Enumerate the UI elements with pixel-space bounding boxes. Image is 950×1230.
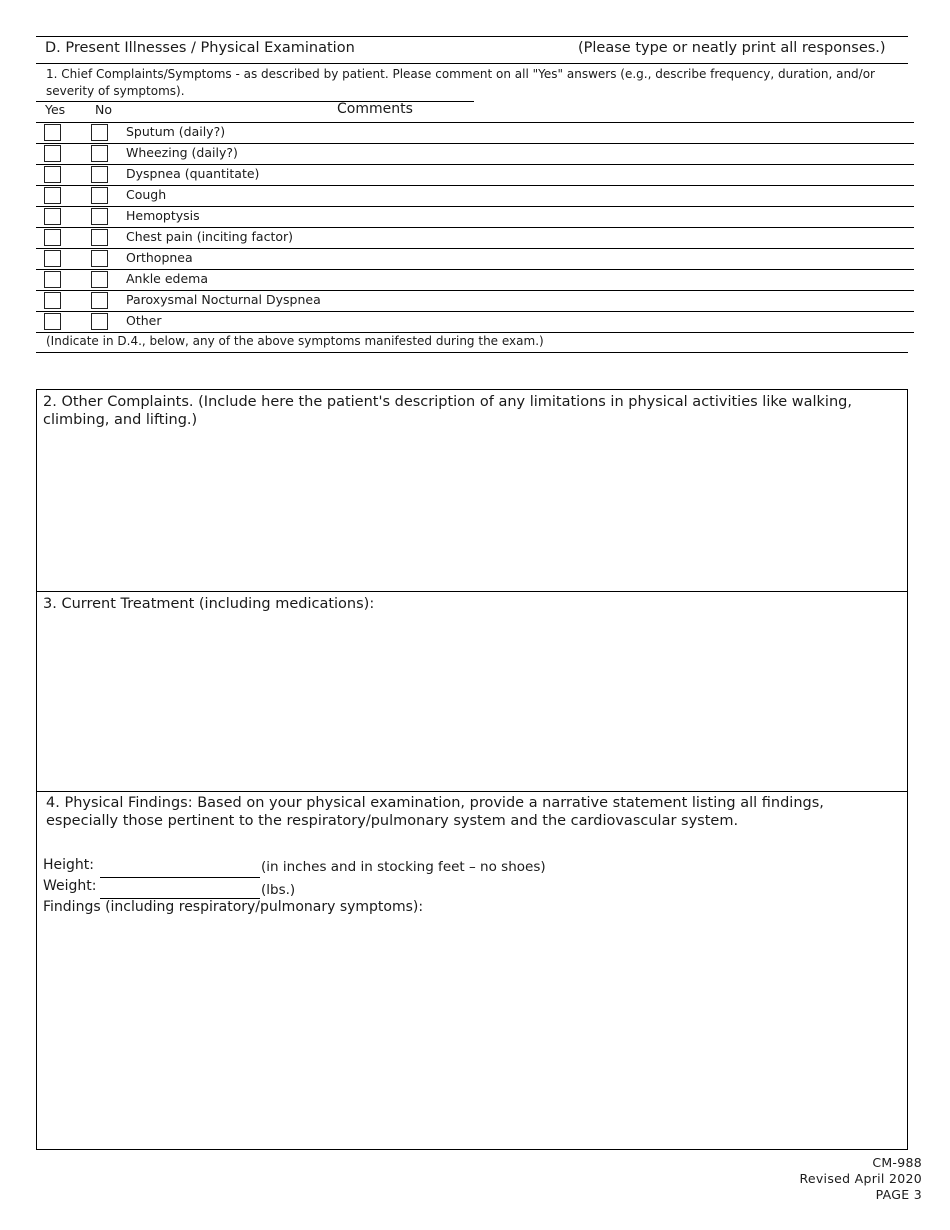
height-field[interactable]: [100, 859, 260, 878]
current-treatment-box[interactable]: [36, 591, 908, 792]
row-rule: [36, 248, 914, 249]
no-checkbox[interactable]: [91, 166, 108, 183]
height-hint: (in inches and in stocking feet – no shoes): [261, 859, 546, 875]
current-treatment-label: 3. Current Treatment (including medications):: [43, 596, 375, 612]
row-rule: [36, 206, 914, 207]
instructions-note: (Please type or neatly print all responses.): [578, 40, 886, 56]
yes-checkbox[interactable]: [44, 271, 61, 288]
row-rule: [36, 143, 914, 144]
yes-checkbox[interactable]: [44, 313, 61, 330]
yes-checkbox[interactable]: [44, 145, 61, 162]
symptom-label: Sputum (daily?): [126, 124, 226, 139]
no-checkbox[interactable]: [91, 145, 108, 162]
column-header-rule: [36, 101, 474, 102]
yes-checkbox[interactable]: [44, 124, 61, 141]
symptom-label: Paroxysmal Nocturnal Dyspnea: [126, 292, 321, 307]
col-no-header: No: [95, 102, 112, 117]
col-yes-header: Yes: [45, 102, 66, 117]
symptom-label: Other: [126, 313, 162, 328]
other-complaints-box[interactable]: [36, 389, 908, 592]
yes-checkbox[interactable]: [44, 187, 61, 204]
row-rule: [36, 269, 914, 270]
no-checkbox[interactable]: [91, 313, 108, 330]
symptom-label: Chest pain (inciting factor): [126, 229, 294, 244]
chief-complaints-intro: 1. Chief Complaints/Symptoms - as described by patient. Please comment on all "Yes" answers (e.g., describe frequency, duration, and/or severity of symptoms).: [46, 67, 875, 98]
weight-field[interactable]: [100, 880, 260, 899]
findings-label: Findings (including respiratory/pulmonary symptoms):: [43, 899, 424, 915]
row-rule: [36, 164, 914, 165]
height-label: Height:: [43, 857, 94, 873]
row-rule: [36, 122, 914, 123]
yes-checkbox[interactable]: [44, 166, 61, 183]
row-rule: [36, 311, 914, 312]
symptom-label: Orthopnea: [126, 250, 193, 265]
other-complaints-label: 2. Other Complaints. (Include here the patient's description of any limitations in physical activities like walking, climbing, and lifting.): [43, 394, 852, 428]
symptom-label: Wheezing (daily?): [126, 145, 238, 160]
yes-checkbox[interactable]: [44, 292, 61, 309]
section-title: D. Present Illnesses / Physical Examination: [45, 40, 355, 56]
row-rule: [36, 227, 914, 228]
row-rule: [36, 290, 914, 291]
physical-findings-label: 4. Physical Findings: Based on your physical examination, provide a narrative statement listing all findings, especially those pertinent to the respiratory/pulmonary system and the cardiovascular system.: [46, 795, 824, 829]
row-rule: [36, 332, 914, 333]
symptom-label: Hemoptysis: [126, 208, 200, 223]
no-checkbox[interactable]: [91, 250, 108, 267]
no-checkbox[interactable]: [91, 271, 108, 288]
note-bottom-rule: [36, 352, 908, 353]
revised-date: Revised April 2020: [799, 1171, 922, 1186]
symptom-label: Ankle edema: [126, 271, 209, 286]
page-number: PAGE 3: [875, 1187, 922, 1202]
header-rule: [36, 63, 908, 64]
no-checkbox[interactable]: [91, 292, 108, 309]
physical-findings-box[interactable]: [36, 791, 908, 1150]
col-comments-header: Comments: [337, 101, 413, 117]
symptom-label: Cough: [126, 187, 167, 202]
yes-checkbox[interactable]: [44, 250, 61, 267]
yes-checkbox[interactable]: [44, 208, 61, 225]
symptom-label: Dyspnea (quantitate): [126, 166, 260, 181]
weight-label: Weight:: [43, 878, 97, 894]
no-checkbox[interactable]: [91, 187, 108, 204]
top-rule: [36, 36, 908, 37]
yes-checkbox[interactable]: [44, 229, 61, 246]
no-checkbox[interactable]: [91, 208, 108, 225]
no-checkbox[interactable]: [91, 229, 108, 246]
row-rule: [36, 185, 914, 186]
form-id: CM-988: [872, 1155, 922, 1170]
no-checkbox[interactable]: [91, 124, 108, 141]
weight-hint: (lbs.): [261, 882, 296, 898]
symptom-note: (Indicate in D.4., below, any of the above symptoms manifested during the exam.): [46, 334, 544, 348]
